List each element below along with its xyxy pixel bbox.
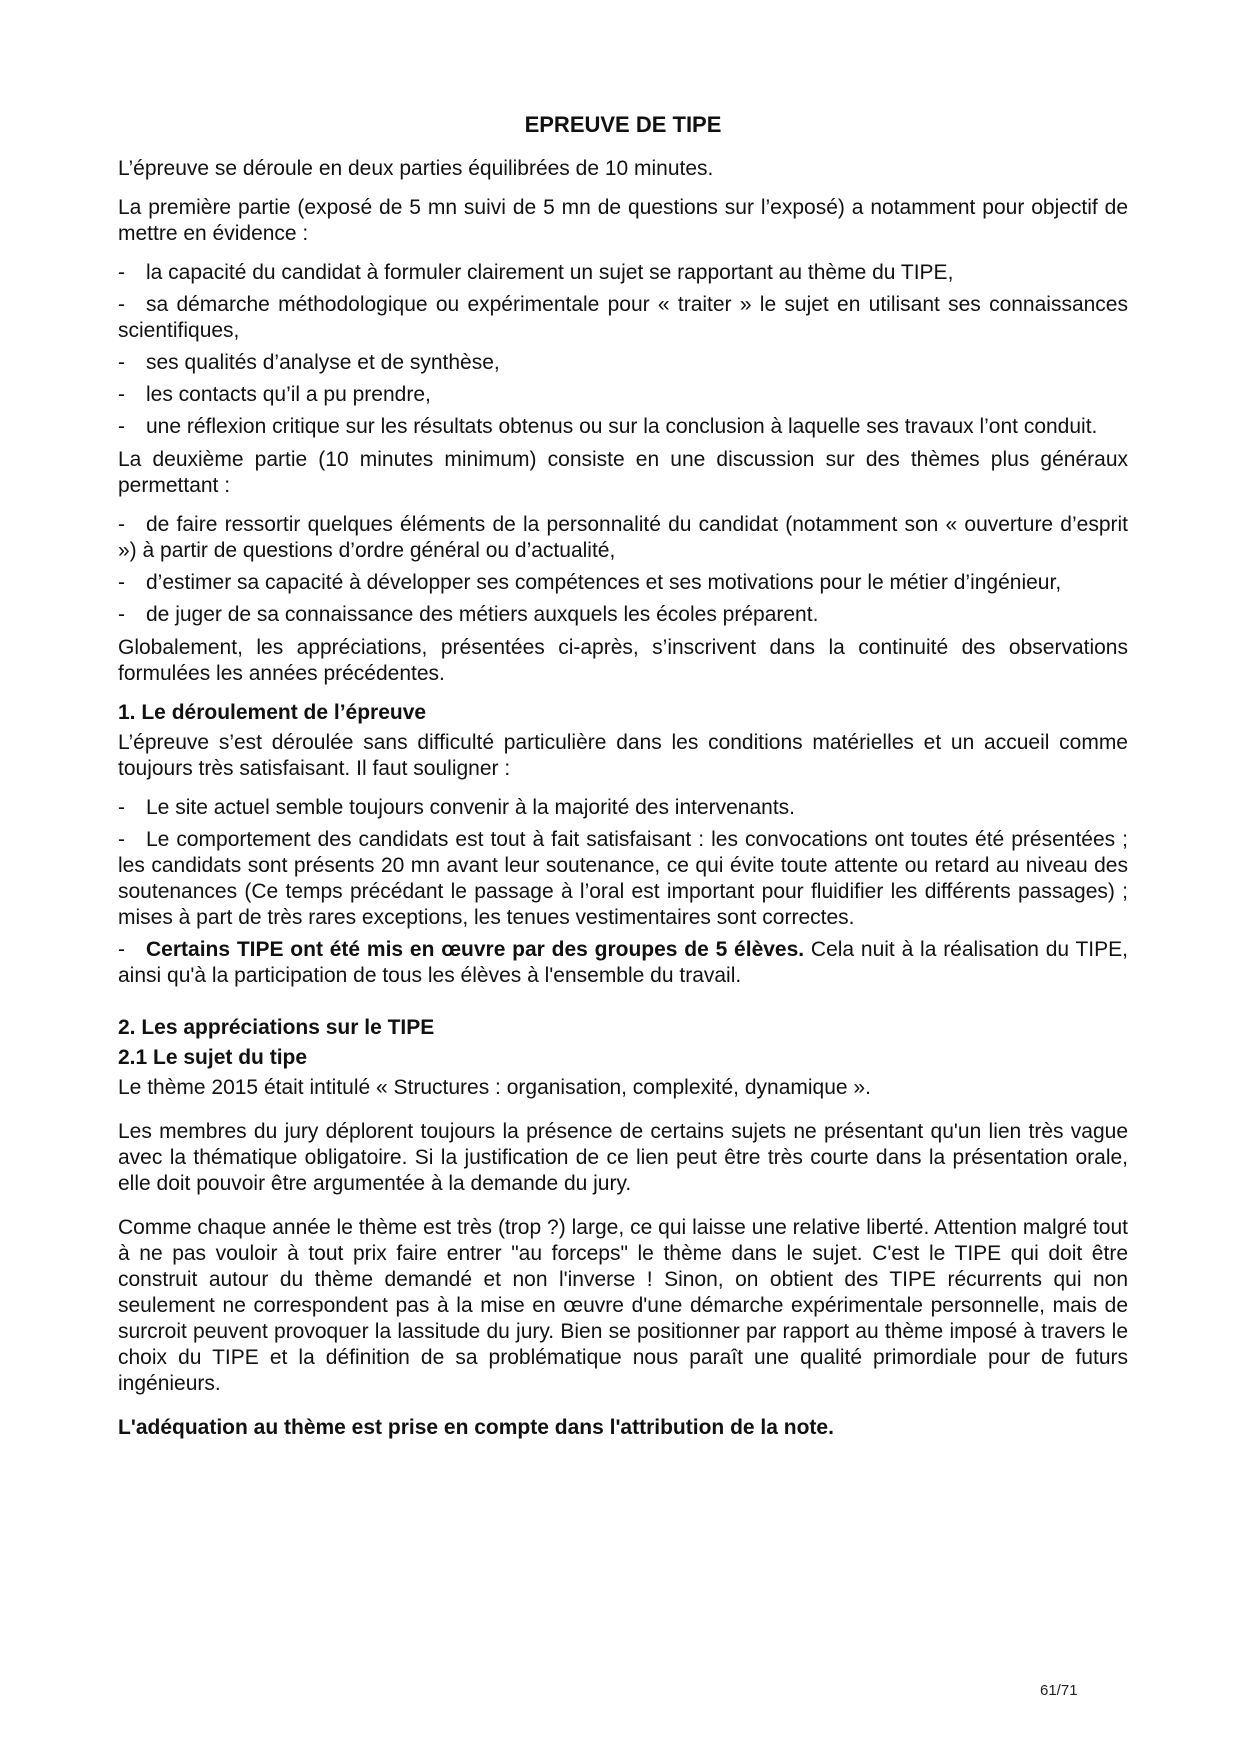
first-part-list	[118, 260, 1128, 440]
list-item: - les contacts qu’il a pu prendre,	[118, 383, 431, 406]
second-part-paragraph: La deuxième partie (10 minutes minimum) consiste en une discussion sur des thèmes plus généraux permettant :	[118, 448, 1128, 497]
list-item: - sa démarche méthodologique ou expérimentale pour « traiter » le sujet en utilisant ses connaissances scientifiques,	[118, 293, 1128, 342]
global-paragraph: Globalement, les appréciations, présentées ci-après, s’inscrivent dans la continuité des observations formulées les années précédentes.	[118, 636, 1128, 685]
list-item: - Certains TIPE ont été mis en œuvre par des groupes de 5 élèves. Cela nuit à la réalisation du TIPE, ainsi qu'à la participation de tous les élèves à l'ensemble du travail.	[118, 938, 1128, 987]
second-part-list	[118, 512, 1128, 628]
theme-paragraph: Le thème 2015 était intitulé « Structures : organisation, complexité, dynamique ».	[118, 1076, 871, 1099]
list-item: - une réflexion critique sur les résultats obtenus ou sur la conclusion à laquelle ses travaux l’ont conduit.	[118, 415, 1098, 438]
section-1-heading: 1. Le déroulement de l’épreuve	[118, 701, 427, 724]
first-part-paragraph: La première partie (exposé de 5 mn suivi de 5 mn de questions sur l’exposé) a notamment pour objectif de mettre en évidence :	[118, 196, 1128, 245]
section-1-paragraph: L’épreuve s’est déroulée sans difficulté particulière dans les conditions matérielles et un accueil comme toujours très satisfaisant. Il faut souligner :	[118, 731, 1128, 780]
list-item: - ses qualités d’analyse et de synthèse,	[118, 351, 500, 374]
theme-advice-paragraph: Comme chaque année le thème est très (trop ?) large, ce qui laisse une relative liberté. Attention malgré tout à ne pas vouloir à tout prix faire entrer "au forceps" le thème dans le sujet. C'est le TIPE qui doit être construit autour du thème demandé et non l'inverse ! Sinon, on obtient des TIPE récurrents qui non seulement ne correspondent pas à la mise en œuvre d'une démarche expérimentale personnelle, mais de surcroit peuvent provoquer la lassitude du jury. Bien se positionner par rapport au thème imposé à travers le choix du TIPE et la définition de sa problématique nous paraît une qualité primordiale pour de futurs ingénieurs.	[118, 1216, 1128, 1395]
conclusion-statement: L'adéquation au thème est prise en compte dans l'attribution de la note.	[118, 1416, 834, 1439]
intro-paragraph: L’épreuve se déroule en deux parties équilibrées de 10 minutes.	[118, 157, 714, 180]
page-number: 61/71	[1040, 1682, 1078, 1699]
section-2-heading: 2. Les appréciations sur le TIPE	[118, 1016, 435, 1039]
section-1-list	[118, 795, 1128, 989]
jury-paragraph: Les membres du jury déplorent toujours la présence de certains sujets ne présentant qu'un lien très vague avec la thématique obligatoire. Si la justification de ce lien peut être très courte dans la présentation orale, elle doit pouvoir être argumentée à la demande du jury.	[118, 1120, 1128, 1195]
section-2-1-heading: 2.1 Le sujet du tipe	[118, 1046, 308, 1069]
list-item: - Le site actuel semble toujours convenir à la majorité des intervenants.	[118, 796, 796, 819]
list-item: - Le comportement des candidats est tout à fait satisfaisant : les convocations ont toutes été présentées ; les candidats sont présents 20 mn avant leur soutenance, ce qui évite toute attente ou retard au niveau des soutenances (Ce temps précédant le passage à l’oral est important pour fluidifier les différents passages) ; mises à part de très rares exceptions, les tenues vestimentaires sont correctes.	[118, 828, 1128, 929]
page-title: EPREUVE DE TIPE	[524, 112, 722, 137]
list-item: - de faire ressortir quelques éléments de la personnalité du candidat (notamment son « ouverture d’esprit ») à partir de questions d’ordre général ou d’actualité,	[118, 513, 1128, 562]
document-page	[118, 112, 1128, 1454]
list-item: - de juger de sa connaissance des métiers auxquels les écoles préparent.	[118, 603, 819, 626]
list-item: - la capacité du candidat à formuler clairement un sujet se rapportant au thème du TIPE,	[118, 261, 954, 284]
list-item: - d’estimer sa capacité à développer ses compétences et ses motivations pour le métier d’ingénieur,	[118, 571, 1062, 594]
